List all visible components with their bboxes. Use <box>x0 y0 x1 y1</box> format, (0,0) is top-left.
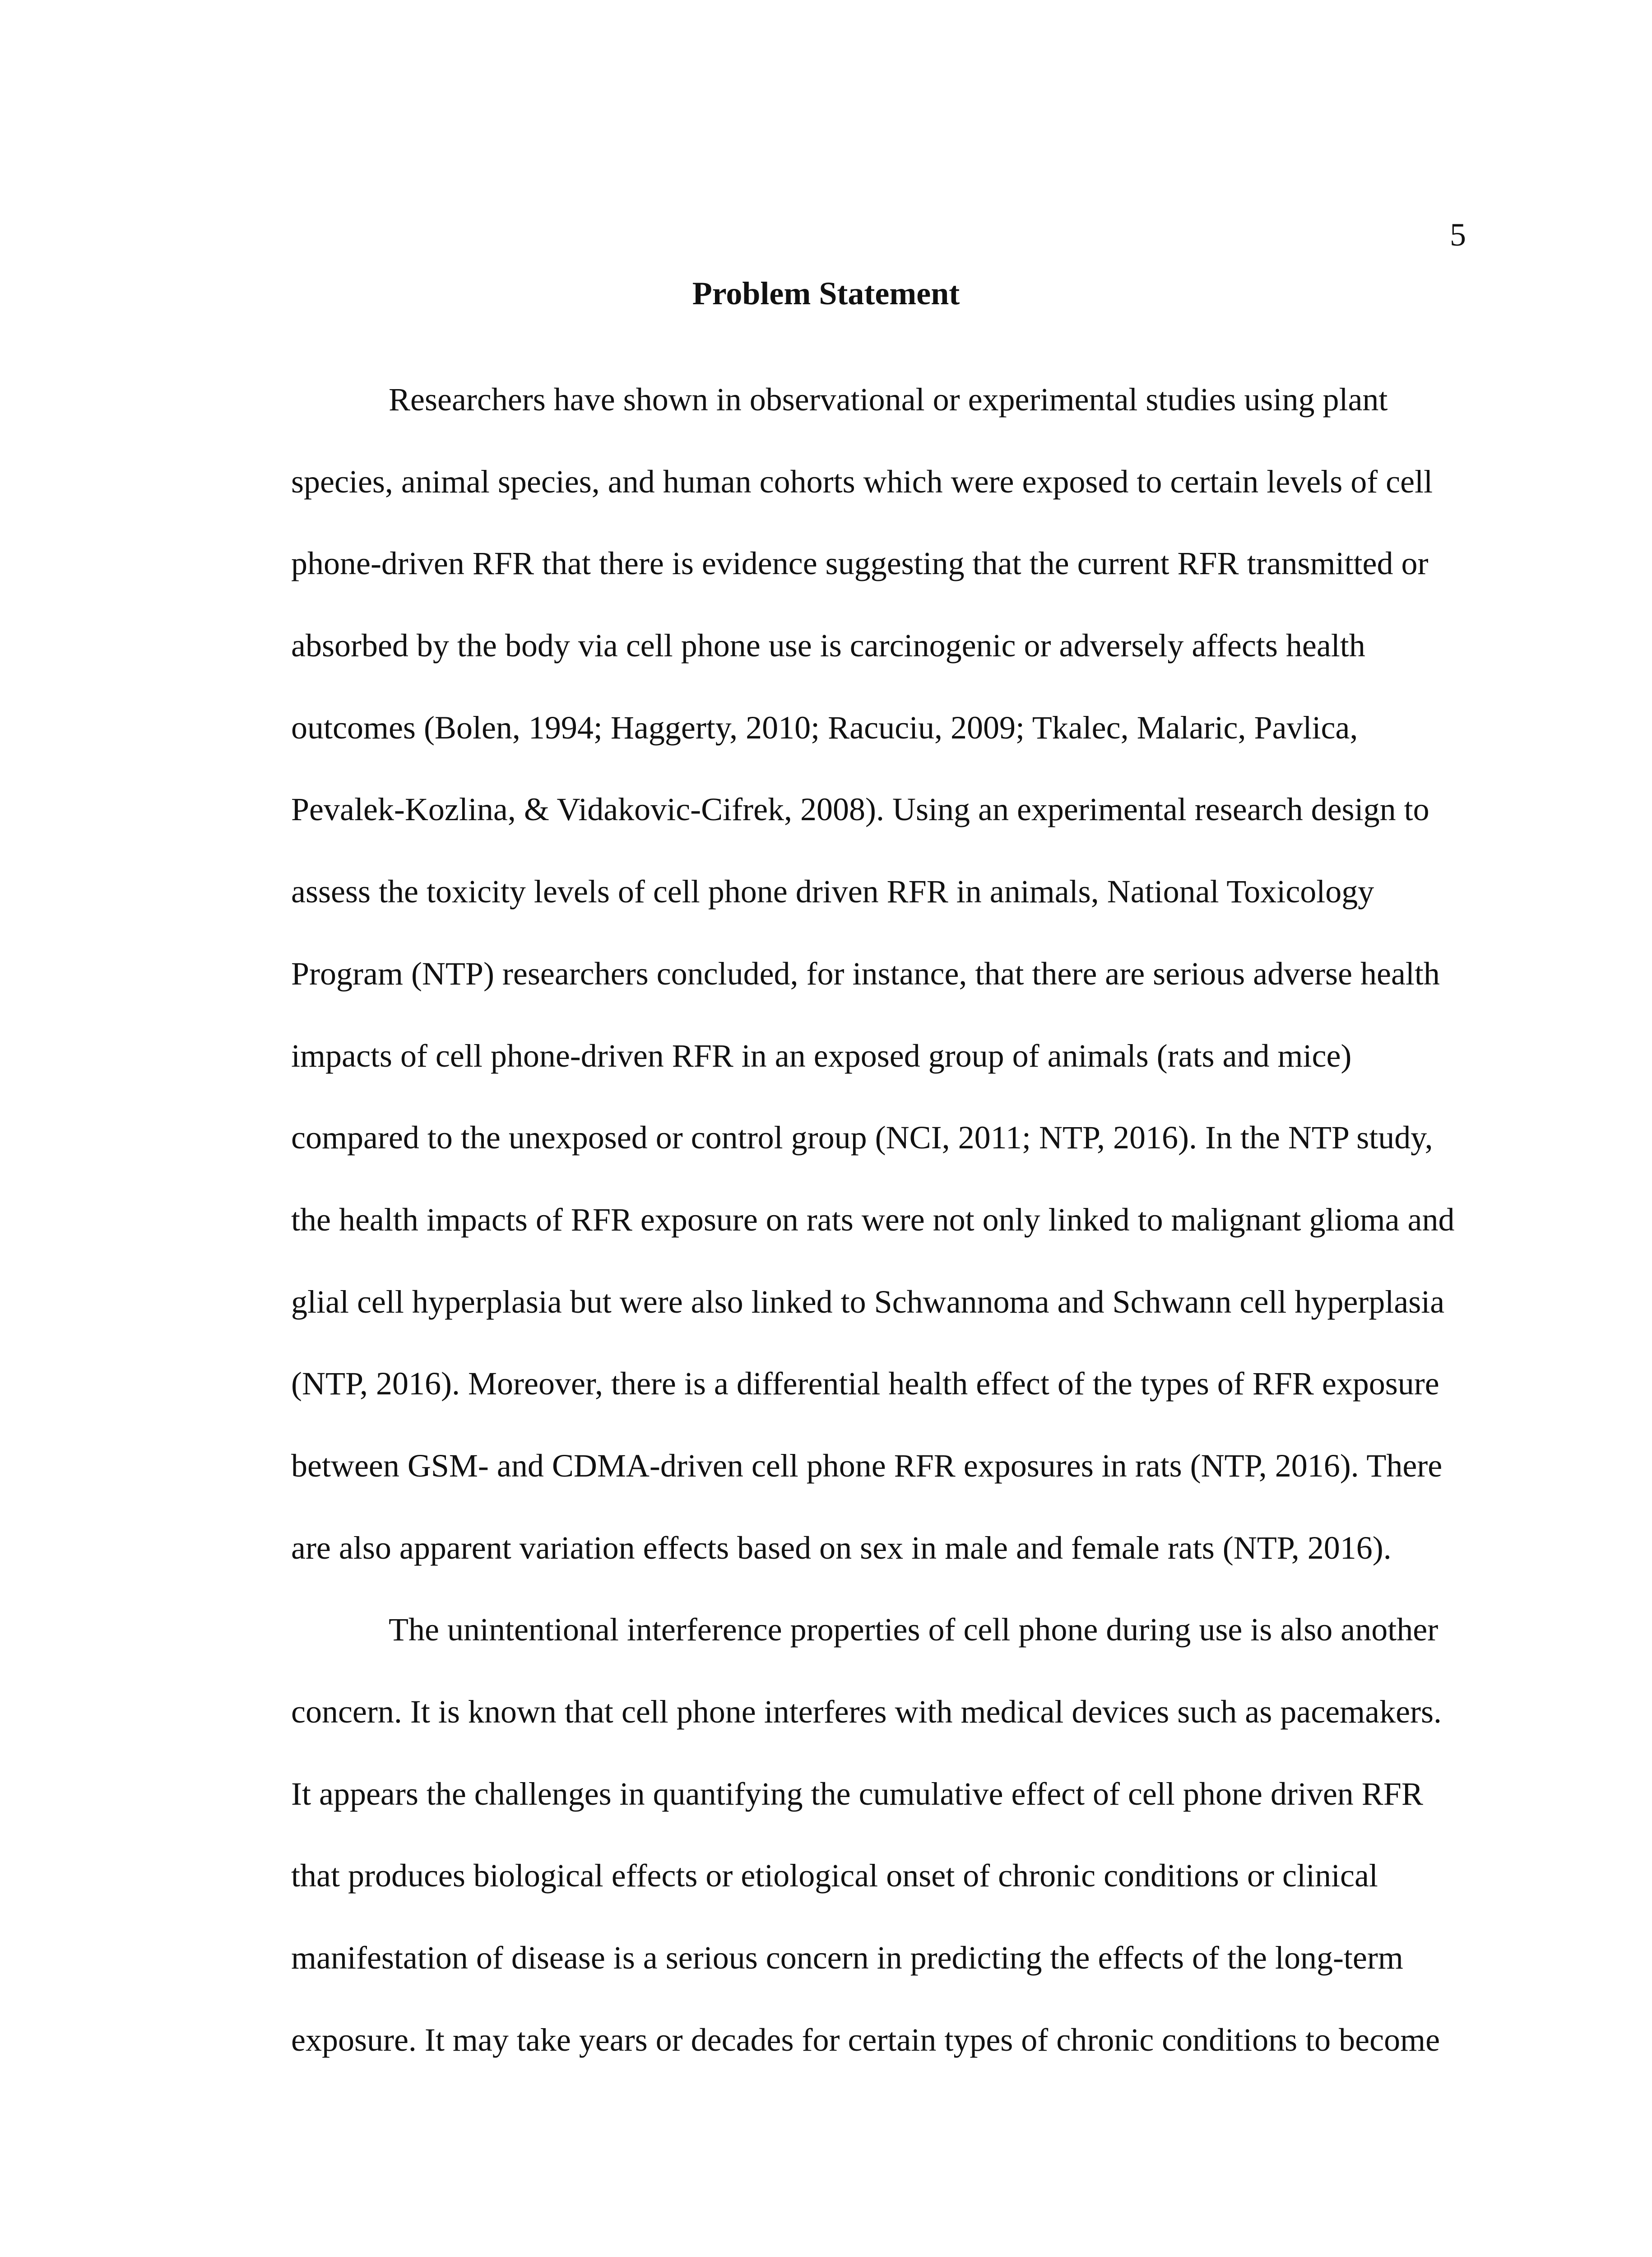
text-line: assess the toxicity levels of cell phone driven RFR in animals, National Toxicology <box>291 873 1374 910</box>
text-line: The unintentional interference properties of cell phone during use is also another <box>389 1611 1439 1648</box>
text-line: outcomes (Bolen, 1994; Haggerty, 2010; Racuciu, 2009; Tkalec, Malaric, Pavlica, <box>291 709 1358 746</box>
text-line: are also apparent variation effects based on sex in male and female rats (NTP, 2016). <box>291 1529 1392 1566</box>
text-line: It appears the challenges in quantifying the cumulative effect of cell phone driven RFR <box>291 1775 1423 1812</box>
text-line: between GSM- and CDMA-driven cell phone RFR exposures in rats (NTP, 2016). There <box>291 1447 1443 1484</box>
text-line: the health impacts of RFR exposure on rats were not only linked to malignant glioma and <box>291 1201 1455 1238</box>
body-text <box>291 359 1456 2081</box>
section-heading: Problem Statement <box>692 275 960 311</box>
text-line: species, animal species, and human cohorts which were exposed to certain levels of cell <box>291 463 1433 500</box>
text-line: impacts of cell phone-driven RFR in an exposed group of animals (rats and mice) <box>291 1037 1352 1074</box>
paragraph <box>291 359 1456 1589</box>
text-line: exposure. It may take years or decades for certain types of chronic conditions to become <box>291 2021 1440 2058</box>
text-line: phone-driven RFR that there is evidence suggesting that the current RFR transmitted or <box>291 545 1429 582</box>
text-line: that produces biological effects or etiological onset of chronic conditions or clinical <box>291 1858 1378 1894</box>
text-line: concern. It is known that cell phone interferes with medical devices such as pacemakers. <box>291 1694 1442 1730</box>
text-line: glial cell hyperplasia but were also linked to Schwannoma and Schwann cell hyperplasia <box>291 1283 1445 1320</box>
text-line: Program (NTP) researchers concluded, for instance, that there are serious adverse health <box>291 955 1440 992</box>
text-line: manifestation of disease is a serious concern in predicting the effects of the long-term <box>291 1940 1403 1976</box>
text-line: absorbed by the body via cell phone use is carcinogenic or adversely affects health <box>291 627 1365 664</box>
text-line: (NTP, 2016). Moreover, there is a differential health effect of the types of RFR exposure <box>291 1365 1439 1402</box>
text-line: Pevalek-Kozlina, & Vidakovic-Cifrek, 2008). Using an experimental research design to <box>291 791 1429 828</box>
paragraph <box>291 1589 1456 2081</box>
text-line: compared to the unexposed or control group (NCI, 2011; NTP, 2016). In the NTP study, <box>291 1119 1433 1156</box>
text-line: Researchers have shown in observational or experimental studies using plant <box>389 381 1388 418</box>
page-number: 5 <box>1450 217 1466 253</box>
